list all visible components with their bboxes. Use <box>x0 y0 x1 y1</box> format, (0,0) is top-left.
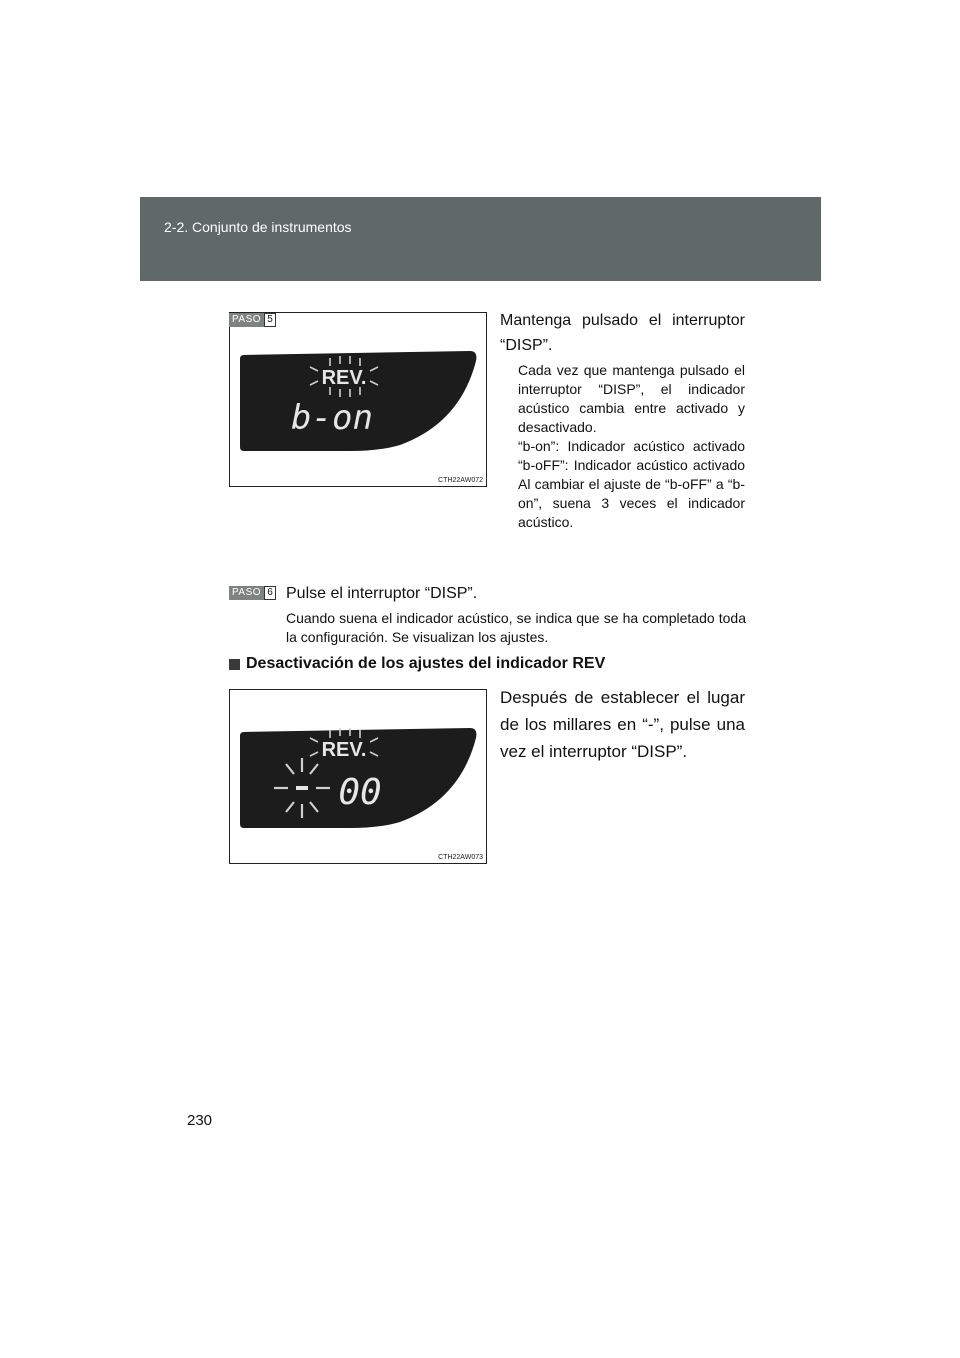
step-number: 5 <box>264 313 276 327</box>
step5-note <box>518 361 745 532</box>
lcd-main-readout: 00 <box>338 772 382 813</box>
step-number: 6 <box>264 586 276 600</box>
step5-note-text: Cada vez que mantenga pulsado el interruptor “DISP”, el indicador acústico cambia entre activado y desactivado. <box>518 362 745 435</box>
lcd-main-readout: b-on <box>291 398 373 438</box>
step-badge-5 <box>229 313 276 327</box>
item-b-off-key: “b-oFF”: <box>518 457 569 473</box>
step6-instruction: Pulse el interruptor “DISP”. <box>286 585 478 602</box>
item-b-off-line <box>518 456 745 475</box>
section-heading-text: Desactivación de los ajustes del indicador REV <box>246 655 606 672</box>
lcd-rev-label: REV. <box>321 739 367 761</box>
lcd-illustration-2 <box>230 690 486 863</box>
figure-code: CTH22AW072 <box>438 477 483 484</box>
section-heading <box>229 655 605 673</box>
item-b-off-value: Indicador acústico activado <box>573 457 746 473</box>
page-number: 230 <box>187 1112 213 1129</box>
figure-rev-off-display <box>229 689 487 864</box>
figure-b-on-display <box>229 312 487 487</box>
step5-note-2: Al cambiar el ajuste de “b-oFF” a “b-on”, suena 3 veces el indicador acústico. <box>518 476 745 530</box>
item-b-on-value: Indicador acústico activado <box>567 438 746 454</box>
square-bullet-icon <box>229 659 240 670</box>
item-b-on-line <box>518 437 745 456</box>
section-body: Después de establecer el lugar de los millares en “-”, pulse una vez el interruptor “DISP”. <box>500 688 745 761</box>
lcd-rev-label: REV. <box>321 367 367 389</box>
step-label: PASO <box>229 586 264 600</box>
step6-note: Cuando suena el indicador acústico, se indica que se ha completado toda la configuración. Se visualizan los ajustes. <box>286 610 746 645</box>
step5-instruction: Mantenga pulsado el interruptor “DISP”. <box>500 312 745 354</box>
figure-code: CTH22AW073 <box>438 854 483 861</box>
header-band <box>140 197 821 281</box>
step-label: PASO <box>229 313 264 327</box>
item-b-on-key: “b-on”: <box>518 438 560 454</box>
section-title: 2-2. Conjunto de instrumentos <box>164 219 352 235</box>
lcd-illustration-1 <box>230 313 486 486</box>
step-badge-6 <box>229 586 276 600</box>
